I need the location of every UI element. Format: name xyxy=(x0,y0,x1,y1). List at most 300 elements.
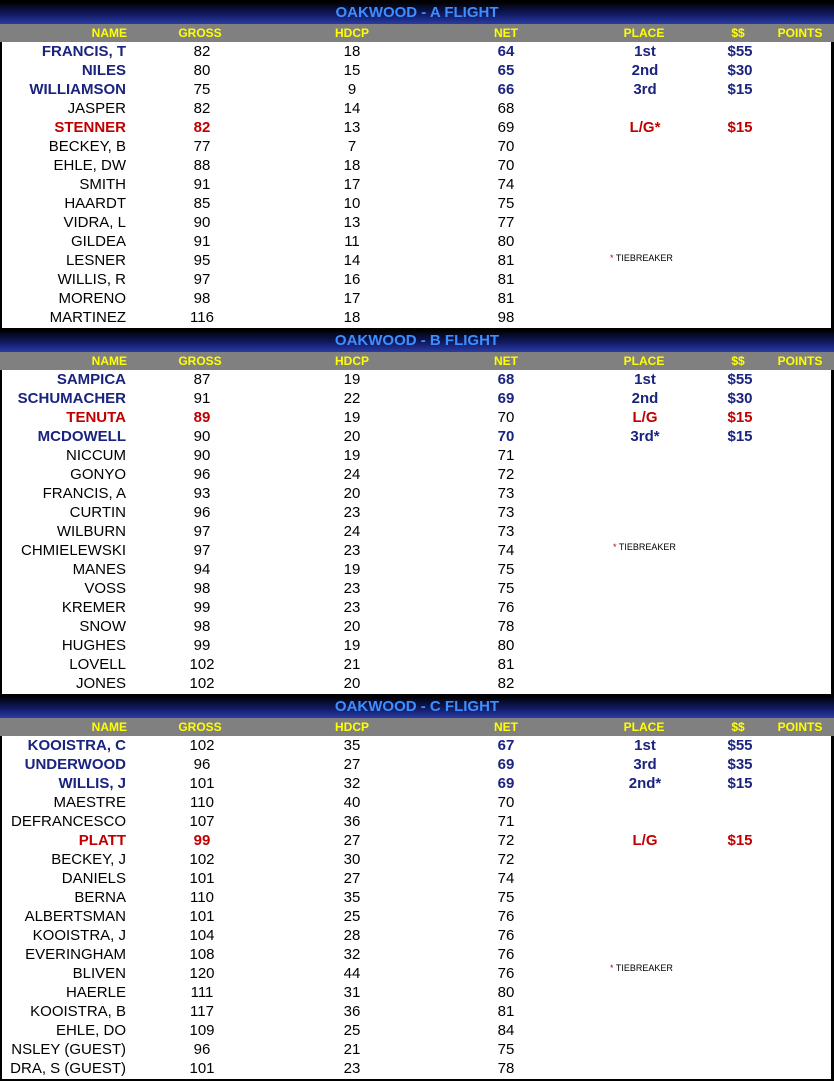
net-score: 72 xyxy=(497,851,515,868)
handicap: 21 xyxy=(343,656,361,673)
payout xyxy=(690,137,790,156)
net-score: 81 xyxy=(497,656,515,673)
gross-score: 117 xyxy=(190,1003,214,1020)
table-row xyxy=(2,869,831,888)
place xyxy=(595,137,695,156)
header-money: $$ xyxy=(731,26,745,40)
net-score: 68 xyxy=(497,371,515,388)
handicap: 18 xyxy=(343,309,361,326)
handicap: 30 xyxy=(343,851,361,868)
net-score: 67 xyxy=(497,737,515,754)
player-name: BECKEY, B xyxy=(48,138,126,155)
net-score: 74 xyxy=(497,542,515,559)
table-row xyxy=(2,1002,831,1021)
net-score: 84 xyxy=(497,1022,515,1039)
gross-score: 110 xyxy=(190,889,214,906)
player-name: HAERLE xyxy=(65,984,126,1001)
tiebreaker-label: TIEBREAKER xyxy=(615,253,673,263)
net-score: 69 xyxy=(497,119,515,136)
place: 2nd* xyxy=(628,775,662,792)
handicap: 35 xyxy=(343,737,361,754)
payout: $15 xyxy=(727,119,753,136)
net-score: 74 xyxy=(497,870,515,887)
place xyxy=(595,1002,695,1021)
place xyxy=(595,99,695,118)
place xyxy=(595,522,695,541)
gross-score: 94 xyxy=(193,561,211,578)
player-name: DANIELS xyxy=(61,870,126,887)
header-points: POINTS xyxy=(777,354,823,368)
payout xyxy=(690,251,790,270)
player-name: MARTINEZ xyxy=(49,309,126,326)
net-score: 70 xyxy=(497,428,515,445)
gross-score: 88 xyxy=(193,157,211,174)
player-name: BLIVEN xyxy=(72,965,126,982)
table-row xyxy=(2,1040,831,1059)
player-name: MCDOWELL xyxy=(37,428,126,445)
player-name: KREMER xyxy=(61,599,126,616)
header-money: $$ xyxy=(731,720,745,734)
net-score: 75 xyxy=(497,195,515,212)
payout xyxy=(690,213,790,232)
place xyxy=(595,869,695,888)
payout: $30 xyxy=(727,390,753,407)
player-name: WILLIS, R xyxy=(57,271,126,288)
payout xyxy=(690,156,790,175)
handicap: 20 xyxy=(343,428,361,445)
payout xyxy=(690,655,790,674)
table-row xyxy=(2,812,831,831)
player-name: KOOISTRA, B xyxy=(30,1003,126,1020)
payout xyxy=(690,541,790,560)
payout xyxy=(690,812,790,831)
player-name: FRANCIS, A xyxy=(42,485,126,502)
payout xyxy=(690,194,790,213)
handicap: 23 xyxy=(343,1060,361,1077)
flight-table-body xyxy=(2,42,831,328)
net-score: 81 xyxy=(497,252,515,269)
gross-score: 87 xyxy=(193,371,211,388)
gross-score: 91 xyxy=(193,176,211,193)
table-row xyxy=(2,926,831,945)
handicap: 10 xyxy=(343,195,361,212)
place: 2nd xyxy=(631,62,659,79)
header-hdcp: HDCP xyxy=(334,720,369,734)
net-score: 75 xyxy=(497,1041,515,1058)
handicap: 36 xyxy=(343,813,361,830)
payout xyxy=(690,1002,790,1021)
table-row xyxy=(2,251,831,270)
payout xyxy=(690,1040,790,1059)
handicap: 14 xyxy=(343,252,361,269)
gross-score: 96 xyxy=(193,1041,211,1058)
place xyxy=(595,655,695,674)
tiebreaker-note: * TIEBREAKER xyxy=(610,963,673,973)
gross-score: 95 xyxy=(193,252,211,269)
gross-score: 82 xyxy=(193,43,211,60)
player-name: NSLEY (GUEST) xyxy=(11,1041,126,1058)
net-score: 77 xyxy=(497,214,515,231)
flight-title: OAKWOOD - B FLIGHT xyxy=(0,330,834,352)
place xyxy=(595,213,695,232)
payout: $55 xyxy=(727,737,753,754)
gross-score: 89 xyxy=(193,409,211,426)
handicap: 40 xyxy=(343,794,361,811)
handicap: 23 xyxy=(343,580,361,597)
column-header-row xyxy=(0,352,834,370)
gross-score: 107 xyxy=(189,813,215,830)
payout xyxy=(690,636,790,655)
handicap: 25 xyxy=(343,1022,361,1039)
gross-score: 82 xyxy=(193,100,211,117)
place xyxy=(595,926,695,945)
gross-score: 82 xyxy=(193,119,211,136)
table-row xyxy=(2,755,831,774)
tiebreaker-label: TIEBREAKER xyxy=(618,542,676,552)
gross-score: 77 xyxy=(193,138,211,155)
player-name: JASPER xyxy=(67,100,126,117)
place: 1st xyxy=(634,43,656,60)
net-score: 69 xyxy=(497,775,515,792)
handicap: 23 xyxy=(343,542,361,559)
net-score: 73 xyxy=(497,485,515,502)
net-score: 64 xyxy=(497,43,515,60)
payout xyxy=(690,99,790,118)
table-row xyxy=(2,655,831,674)
gross-score: 90 xyxy=(193,428,211,445)
place xyxy=(595,674,695,693)
payout xyxy=(690,308,790,327)
payout: $15 xyxy=(727,775,753,792)
player-name: EVERINGHAM xyxy=(25,946,126,963)
gross-score: 111 xyxy=(190,984,214,1001)
net-score: 78 xyxy=(497,618,515,635)
gross-score: 102 xyxy=(189,656,215,673)
table-row xyxy=(2,888,831,907)
gross-score: 97 xyxy=(193,271,211,288)
place xyxy=(595,907,695,926)
payout xyxy=(690,232,790,251)
table-row xyxy=(2,289,831,308)
header-name: NAME xyxy=(91,720,127,734)
place xyxy=(595,175,695,194)
gross-score: 75 xyxy=(193,81,211,98)
net-score: 81 xyxy=(497,1003,515,1020)
payout xyxy=(690,560,790,579)
player-name: BERNA xyxy=(74,889,126,906)
table-row xyxy=(2,522,831,541)
payout xyxy=(690,964,790,983)
net-score: 73 xyxy=(497,504,515,521)
tiebreaker-note: * TIEBREAKER xyxy=(613,542,676,552)
table-row xyxy=(2,964,831,983)
net-score: 69 xyxy=(497,756,515,773)
table-row xyxy=(2,118,831,137)
table-row xyxy=(2,617,831,636)
gross-score: 97 xyxy=(193,523,211,540)
payout xyxy=(690,598,790,617)
header-gross: GROSS xyxy=(178,354,222,368)
player-name: UNDERWOOD xyxy=(24,756,126,773)
table-row xyxy=(2,541,831,560)
table-row xyxy=(2,427,831,446)
handicap: 18 xyxy=(343,43,361,60)
net-score: 74 xyxy=(497,176,515,193)
player-name: BECKEY, J xyxy=(51,851,126,868)
handicap: 13 xyxy=(343,119,361,136)
header-hdcp: HDCP xyxy=(334,354,369,368)
gross-score: 91 xyxy=(193,233,211,250)
player-name: FRANCIS, T xyxy=(41,43,126,60)
table-row xyxy=(2,137,831,156)
gross-score: 99 xyxy=(193,637,211,654)
place xyxy=(595,888,695,907)
gross-score: 102 xyxy=(189,675,215,692)
table-row xyxy=(2,156,831,175)
tiebreaker-note: * TIEBREAKER xyxy=(610,253,673,263)
handicap: 20 xyxy=(343,675,361,692)
net-score: 80 xyxy=(497,233,515,250)
player-name: WILLIS, J xyxy=(58,775,126,792)
player-name: KOOISTRA, C xyxy=(27,737,126,754)
net-score: 76 xyxy=(497,908,515,925)
payout xyxy=(690,907,790,926)
player-name: EHLE, DW xyxy=(53,157,126,174)
header-hdcp: HDCP xyxy=(334,26,369,40)
player-name: MANES xyxy=(72,561,126,578)
handicap: 19 xyxy=(343,409,361,426)
place xyxy=(595,983,695,1002)
gross-score: 109 xyxy=(189,1022,215,1039)
player-name: GONYO xyxy=(70,466,126,483)
payout xyxy=(690,503,790,522)
player-name: SMITH xyxy=(79,176,126,193)
payout xyxy=(690,674,790,693)
player-name: STENNER xyxy=(54,119,126,136)
payout xyxy=(690,793,790,812)
table-row xyxy=(2,389,831,408)
handicap: 18 xyxy=(343,157,361,174)
gross-score: 110 xyxy=(190,794,214,811)
net-score: 82 xyxy=(497,675,515,692)
gross-score: 101 xyxy=(189,870,215,887)
payout xyxy=(690,926,790,945)
player-name: ALBERTSMAN xyxy=(24,908,126,925)
table-row xyxy=(2,636,831,655)
flight-title: OAKWOOD - A FLIGHT xyxy=(0,2,834,24)
table-row xyxy=(2,446,831,465)
payout xyxy=(690,617,790,636)
handicap: 35 xyxy=(343,889,361,906)
place xyxy=(595,945,695,964)
table-row xyxy=(2,308,831,327)
net-score: 81 xyxy=(497,290,515,307)
handicap: 19 xyxy=(343,371,361,388)
player-name: SNOW xyxy=(79,618,126,635)
gross-score: 96 xyxy=(193,466,211,483)
flight-table-body xyxy=(2,370,831,694)
gross-score: 99 xyxy=(193,832,211,849)
player-name: PLATT xyxy=(78,832,126,849)
gross-score: 101 xyxy=(189,908,215,925)
gross-score: 104 xyxy=(189,927,215,944)
handicap: 32 xyxy=(343,775,361,792)
handicap: 17 xyxy=(343,290,361,307)
tiebreaker-label: TIEBREAKER xyxy=(615,963,673,973)
handicap: 19 xyxy=(343,447,361,464)
player-name: EHLE, DO xyxy=(55,1022,126,1039)
table-row xyxy=(2,793,831,812)
gross-score: 101 xyxy=(189,1060,215,1077)
player-name: CURTIN xyxy=(69,504,126,521)
player-name: SCHUMACHER xyxy=(17,390,126,407)
player-name: MORENO xyxy=(58,290,126,307)
gross-score: 102 xyxy=(189,851,215,868)
place: 3rd xyxy=(633,756,657,773)
place: 3rd xyxy=(633,81,657,98)
net-score: 76 xyxy=(497,599,515,616)
payout: $30 xyxy=(727,62,753,79)
payout xyxy=(690,945,790,964)
handicap: 14 xyxy=(343,100,361,117)
handicap: 19 xyxy=(343,637,361,654)
table-row xyxy=(2,175,831,194)
table-row xyxy=(2,370,831,389)
header-net: NET xyxy=(494,354,518,368)
gross-score: 96 xyxy=(193,504,211,521)
handicap: 22 xyxy=(343,390,361,407)
table-row xyxy=(2,907,831,926)
table-row xyxy=(2,674,831,693)
player-name: CHMIELEWSKI xyxy=(20,542,126,559)
net-score: 70 xyxy=(497,138,515,155)
net-score: 69 xyxy=(497,390,515,407)
column-header-row xyxy=(0,718,834,736)
header-name: NAME xyxy=(91,26,127,40)
place xyxy=(595,289,695,308)
header-place: PLACE xyxy=(623,26,665,40)
payout xyxy=(690,888,790,907)
player-name: DRA, S (GUEST) xyxy=(10,1060,126,1077)
net-score: 76 xyxy=(497,927,515,944)
table-row xyxy=(2,61,831,80)
handicap: 20 xyxy=(343,485,361,502)
player-name: MAESTRE xyxy=(53,794,126,811)
table-row xyxy=(2,598,831,617)
place xyxy=(595,636,695,655)
net-score: 76 xyxy=(497,946,515,963)
net-score: 70 xyxy=(497,157,515,174)
table-row xyxy=(2,42,831,61)
net-score: 71 xyxy=(497,813,515,830)
payout: $15 xyxy=(727,832,753,849)
handicap: 9 xyxy=(347,81,357,98)
header-net: NET xyxy=(494,26,518,40)
table-row xyxy=(2,736,831,755)
player-name: HAARDT xyxy=(64,195,126,212)
gross-score: 85 xyxy=(193,195,211,212)
header-points: POINTS xyxy=(777,26,823,40)
table-row xyxy=(2,850,831,869)
place xyxy=(595,560,695,579)
payout xyxy=(690,175,790,194)
header-points: POINTS xyxy=(777,720,823,734)
payout: $15 xyxy=(727,81,753,98)
place xyxy=(595,194,695,213)
table-row xyxy=(2,99,831,118)
table-row xyxy=(2,270,831,289)
place: 1st xyxy=(634,371,656,388)
payout xyxy=(690,484,790,503)
player-name: DEFRANCESCO xyxy=(10,813,126,830)
player-name: WILBURN xyxy=(56,523,126,540)
gross-score: 101 xyxy=(189,775,215,792)
flight-title: OAKWOOD - C FLIGHT xyxy=(0,696,834,718)
place xyxy=(595,270,695,289)
player-name: WILLIAMSON xyxy=(29,81,126,98)
net-score: 72 xyxy=(497,832,515,849)
place: 1st xyxy=(634,737,656,754)
handicap: 28 xyxy=(343,927,361,944)
handicap: 21 xyxy=(343,1041,361,1058)
header-money: $$ xyxy=(731,354,745,368)
handicap: 25 xyxy=(343,908,361,925)
table-row xyxy=(2,983,831,1002)
gross-score: 116 xyxy=(190,309,214,326)
place: 3rd* xyxy=(630,428,660,445)
handicap: 19 xyxy=(343,561,361,578)
gross-score: 98 xyxy=(193,290,211,307)
player-name: NILES xyxy=(81,62,126,79)
handicap: 20 xyxy=(343,618,361,635)
table-row xyxy=(2,408,831,427)
place: L/G xyxy=(632,409,658,426)
payout xyxy=(690,1059,790,1078)
table-row xyxy=(2,503,831,522)
place xyxy=(595,812,695,831)
table-row xyxy=(2,194,831,213)
net-score: 75 xyxy=(497,561,515,578)
place xyxy=(595,617,695,636)
gross-score: 80 xyxy=(193,62,211,79)
place xyxy=(595,484,695,503)
handicap: 24 xyxy=(343,466,361,483)
handicap: 24 xyxy=(343,523,361,540)
payout xyxy=(690,270,790,289)
net-score: 98 xyxy=(497,309,515,326)
place xyxy=(595,1040,695,1059)
gross-score: 108 xyxy=(189,946,215,963)
flight-table-body xyxy=(2,736,831,1079)
gross-score: 90 xyxy=(193,447,211,464)
net-score: 80 xyxy=(497,984,515,1001)
place xyxy=(595,850,695,869)
table-row xyxy=(2,465,831,484)
gross-score: 93 xyxy=(193,485,211,502)
player-name: TENUTA xyxy=(66,409,126,426)
handicap: 11 xyxy=(344,233,360,250)
place xyxy=(595,1021,695,1040)
table-row xyxy=(2,1021,831,1040)
net-score: 71 xyxy=(497,447,515,464)
player-name: KOOISTRA, J xyxy=(32,927,126,944)
payout xyxy=(690,869,790,888)
player-name: JONES xyxy=(75,675,126,692)
payout xyxy=(690,579,790,598)
handicap: 16 xyxy=(343,271,361,288)
net-score: 65 xyxy=(497,62,515,79)
net-score: 76 xyxy=(497,965,515,982)
